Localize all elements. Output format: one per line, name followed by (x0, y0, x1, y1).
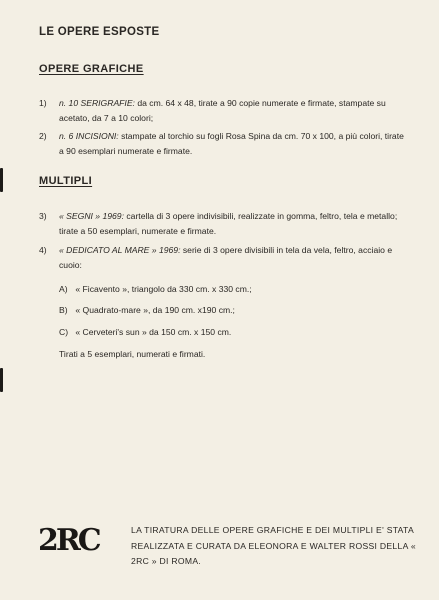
sub-item-letter: C) (59, 327, 69, 337)
item-description: da cm. 64 x 48, tirate a 90 copie numerate e firmate, stampate su acetato, da 7 a 10 colori; (59, 98, 386, 123)
binding-hole-mark (0, 168, 3, 192)
2rc-logo: 2RC (38, 523, 99, 558)
sub-item-text: « Cerveteri's sun » da 150 cm. x 150 cm. (75, 327, 232, 337)
sub-item-text: « Ficavento », triangolo da 330 cm. x 330 cm.; (75, 284, 252, 294)
item-title: « DEDICATO AL MARE » 1969: (59, 245, 181, 255)
sub-item-letter: B) (59, 305, 68, 315)
sub-item-letter: A) (59, 284, 68, 294)
sub-list-item (59, 325, 231, 339)
list-item (39, 129, 409, 158)
section-heading-opere-grafiche: OPERE GRAFICHE (39, 63, 144, 75)
sub-list-item (59, 282, 252, 296)
list-item (39, 96, 409, 125)
item-title: n. 10 SERIGRAFIE: (59, 98, 135, 108)
item-number: 2) (39, 131, 47, 141)
page-title: LE OPERE ESPOSTE (39, 26, 160, 38)
item-title: n. 6 INCISIONI: (59, 131, 119, 141)
item-description: cartella di 3 opere indivisibili, realizzate in gomma, feltro, tela e metallo; tirate a 50 esemplari, numerate e firmate. (59, 211, 398, 236)
item-number: 3) (39, 211, 47, 221)
sub-item-text: « Quadrato-mare », da 190 cm. x190 cm.; (75, 305, 235, 315)
binding-hole-mark (0, 368, 3, 392)
sub-list-item (59, 303, 235, 317)
colophon-text: LA TIRATURA DELLE OPERE GRAFICHE E DEI MULTIPLI E' STATA REALIZZATA E CURATA DA ELEONORA E WALTER ROSSI DELLA « 2RC » DI ROMA. (131, 525, 416, 566)
item-description: stampate al torchio su fogli Rosa Spina da cm. 70 x 100, a più colori, tirate a 90 esemplari numerate e firmate. (59, 131, 404, 156)
item-number: 4) (39, 245, 47, 255)
section-heading-multipli: MULTIPLI (39, 175, 93, 187)
item-title: « SEGNI » 1969: (59, 211, 124, 221)
item-description: serie di 3 opere divisibili in tela da vela, feltro, acciaio e cuoio: (59, 245, 393, 270)
list-item (39, 209, 409, 238)
list-item (39, 243, 409, 272)
edition-note: Tirati a 5 esemplari, numerati e firmati. (59, 349, 206, 359)
item-number: 1) (39, 98, 47, 108)
